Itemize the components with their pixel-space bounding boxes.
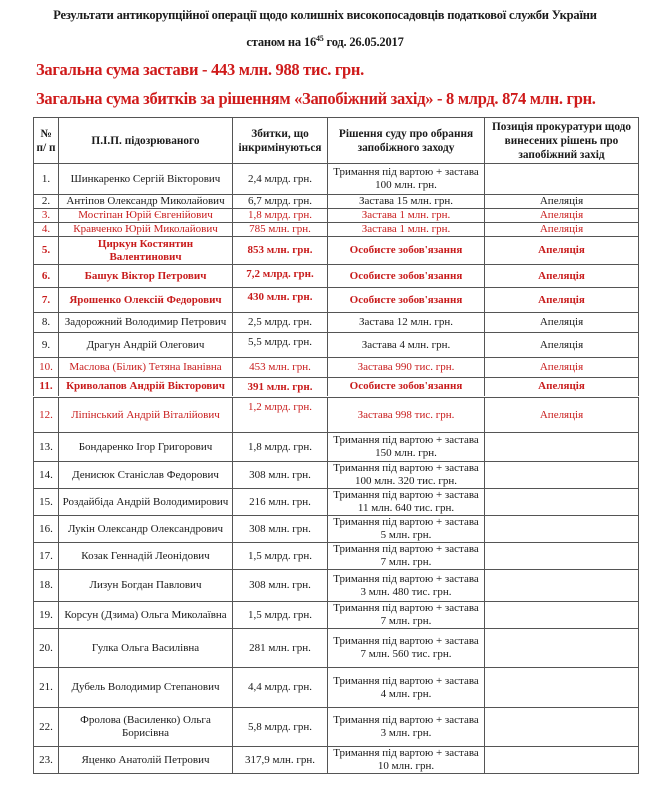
cell-court-decision: Тримання під вартою + застава 7 млн. грн.	[328, 602, 485, 629]
damages-total: Загальна сума збитків за рішенням «Запобіжний захід» - 8 млрд. 874 млн. грн.	[36, 89, 596, 108]
table-row-21	[34, 668, 639, 708]
table-row-10	[34, 358, 639, 378]
cell-prosecution-position: Апеляція	[485, 237, 639, 265]
table-row-7	[34, 288, 639, 313]
table-row-12	[34, 398, 639, 433]
cell-court-decision: Особисте зобов'язання	[328, 378, 485, 396]
cell-number: 1.	[34, 164, 59, 195]
document-date	[0, 34, 650, 50]
cell-number: 2.	[34, 195, 59, 209]
table-row-8	[34, 313, 639, 333]
cell-prosecution-position	[485, 570, 639, 602]
header-prosecution-position: Позиція прокуратури щодо винесених рішень про запобіжний захід	[485, 118, 639, 164]
cell-prosecution-position	[485, 629, 639, 668]
table-row-16	[34, 516, 639, 543]
date-prefix: станом на 16	[246, 35, 316, 49]
cell-damages: 430 млн. грн.	[233, 288, 328, 313]
cell-number: 6.	[34, 265, 59, 288]
cell-name: Дубель Володимир Степанович	[59, 668, 233, 708]
cell-court-decision: Тримання під вартою + застава 11 млн. 640 тис. грн.	[328, 489, 485, 516]
cell-number: 10.	[34, 358, 59, 378]
cell-prosecution-position	[485, 708, 639, 747]
suspects-table-part-2	[33, 397, 639, 774]
date-suffix: год. 26.05.2017	[323, 35, 404, 49]
table-row-14	[34, 462, 639, 489]
cell-damages: 1,8 млрд. грн.	[233, 433, 328, 462]
cell-court-decision: Особисте зобов'язання	[328, 288, 485, 313]
cell-damages: 281 млн. грн.	[233, 629, 328, 668]
cell-damages: 7,2 млрд. грн.	[233, 265, 328, 288]
cell-number: 21.	[34, 668, 59, 708]
table-row-17	[34, 543, 639, 570]
cell-name: Роздайбіда Андрій Володимирович	[59, 489, 233, 516]
cell-name: Шинкаренко Сергій Вікторович	[59, 164, 233, 195]
table-row-9	[34, 333, 639, 358]
table-row-22	[34, 708, 639, 747]
cell-number: 8.	[34, 313, 59, 333]
cell-name: Бондаренко Ігор Григорович	[59, 433, 233, 462]
cell-damages: 317,9 млн. грн.	[233, 747, 328, 774]
cell-number: 19.	[34, 602, 59, 629]
cell-name: Лукін Олександр Олександрович	[59, 516, 233, 543]
cell-name: Криволапов Андрій Вікторович	[59, 378, 233, 396]
cell-prosecution-position: Апеляція	[485, 288, 639, 313]
table-row-3	[34, 209, 639, 223]
cell-name: Ярошенко Олексій Федорович	[59, 288, 233, 313]
cell-court-decision: Застава 998 тис. грн.	[328, 398, 485, 433]
cell-prosecution-position: Апеляція	[485, 398, 639, 433]
cell-name: Циркун Костянтин Валентинович	[59, 237, 233, 265]
table-row-2	[34, 195, 639, 209]
bail-total: Загальна сума застави - 443 млн. 988 тис. грн.	[36, 60, 364, 79]
cell-number: 13.	[34, 433, 59, 462]
cell-name: Фролова (Василенко) Ольга Борисівна	[59, 708, 233, 747]
cell-number: 7.	[34, 288, 59, 313]
cell-name: Корсун (Дзима) Ольга Миколаївна	[59, 602, 233, 629]
cell-prosecution-position: Апеляція	[485, 195, 639, 209]
cell-damages: 6,7 млрд. грн.	[233, 195, 328, 209]
cell-name: Мостіпан Юрій Євгенійович	[59, 209, 233, 223]
cell-number: 3.	[34, 209, 59, 223]
cell-damages: 391 млн. грн.	[233, 378, 328, 396]
cell-court-decision: Особисте зобов'язання	[328, 237, 485, 265]
cell-court-decision: Тримання під вартою + застава 5 млн. грн.	[328, 516, 485, 543]
document-title: Результати антикорупційної операції щодо колишніх високопосадовців податкової служби України	[53, 8, 597, 22]
cell-prosecution-position	[485, 747, 639, 774]
cell-number: 14.	[34, 462, 59, 489]
cell-name: Ліпінський Андрій Віталійович	[59, 398, 233, 433]
cell-damages: 853 млн. грн.	[233, 237, 328, 265]
cell-name: Гулка Ольга Василівна	[59, 629, 233, 668]
table-row-13	[34, 433, 639, 462]
cell-prosecution-position: Апеляція	[485, 209, 639, 223]
cell-damages: 1,5 млрд. грн.	[233, 543, 328, 570]
cell-damages: 5,5 млрд. грн.	[233, 333, 328, 358]
cell-prosecution-position	[485, 602, 639, 629]
table-row-11	[34, 378, 639, 396]
cell-damages: 785 млн. грн.	[233, 223, 328, 237]
cell-court-decision: Застава 1 млн. грн.	[328, 223, 485, 237]
table-row-23	[34, 747, 639, 774]
cell-damages: 2,4 млрд. грн.	[233, 164, 328, 195]
cell-name: Яценко Анатолій Петрович	[59, 747, 233, 774]
cell-court-decision: Тримання під вартою + застава 3 млн. грн.	[328, 708, 485, 747]
cell-court-decision: Застава 12 млн. грн.	[328, 313, 485, 333]
cell-damages: 4,4 млрд. грн.	[233, 668, 328, 708]
cell-damages: 2,5 млрд. грн.	[233, 313, 328, 333]
cell-damages: 308 млн. грн.	[233, 462, 328, 489]
cell-name: Козак Геннадій Леонідович	[59, 543, 233, 570]
cell-court-decision: Особисте зобов'язання	[328, 265, 485, 288]
header-damages: Збитки, що інкримінуються	[233, 118, 328, 164]
cell-number: 11.	[34, 378, 59, 396]
cell-court-decision: Застава 15 млн. грн.	[328, 195, 485, 209]
cell-prosecution-position	[485, 489, 639, 516]
cell-damages: 308 млн. грн.	[233, 570, 328, 602]
cell-name: Антіпов Олександр Миколайович	[59, 195, 233, 209]
table-row-5	[34, 237, 639, 265]
cell-damages: 308 млн. грн.	[233, 516, 328, 543]
cell-prosecution-position: Апеляція	[485, 378, 639, 396]
cell-damages: 1,5 млрд. грн.	[233, 602, 328, 629]
cell-prosecution-position	[485, 543, 639, 570]
header-court-decision: Рішення суду про обрання запобіжного заходу	[328, 118, 485, 164]
cell-name: Задорожний Володимир Петрович	[59, 313, 233, 333]
suspects-table-part-1	[33, 117, 639, 396]
cell-court-decision: Застава 4 млн. грн.	[328, 333, 485, 358]
cell-number: 4.	[34, 223, 59, 237]
cell-court-decision: Застава 1 млн. грн.	[328, 209, 485, 223]
cell-court-decision: Тримання під вартою + застава 4 млн. грн.	[328, 668, 485, 708]
cell-number: 18.	[34, 570, 59, 602]
cell-number: 16.	[34, 516, 59, 543]
header-name: П.І.П. підозрюваного	[59, 118, 233, 164]
cell-prosecution-position	[485, 462, 639, 489]
cell-damages: 1,8 млрд. грн.	[233, 209, 328, 223]
header-number: № п/ п	[34, 118, 59, 164]
cell-damages: 453 млн. грн.	[233, 358, 328, 378]
table-row-15	[34, 489, 639, 516]
table-row-18	[34, 570, 639, 602]
cell-court-decision: Тримання під вартою + застава 150 млн. грн.	[328, 433, 485, 462]
cell-number: 12.	[34, 398, 59, 433]
cell-court-decision: Тримання під вартою + застава 7 млн. 560 тис. грн.	[328, 629, 485, 668]
date-time-minutes: 45	[316, 34, 324, 43]
cell-number: 22.	[34, 708, 59, 747]
cell-court-decision: Тримання під вартою + застава 3 млн. 480 тис. грн.	[328, 570, 485, 602]
table-row-4	[34, 223, 639, 237]
cell-prosecution-position: Апеляція	[485, 333, 639, 358]
cell-court-decision: Тримання під вартою + застава 100 млн. грн.	[328, 164, 485, 195]
cell-name: Маслова (Білик) Тетяна Іванівна	[59, 358, 233, 378]
cell-damages: 216 млн. грн.	[233, 489, 328, 516]
table-row-1	[34, 164, 639, 195]
cell-damages: 1,2 млрд. грн.	[233, 398, 328, 433]
cell-damages: 5,8 млрд. грн.	[233, 708, 328, 747]
cell-court-decision: Тримання під вартою + застава 10 млн. грн.	[328, 747, 485, 774]
cell-prosecution-position: Апеляція	[485, 265, 639, 288]
table-row-20	[34, 629, 639, 668]
table-row-6	[34, 265, 639, 288]
cell-number: 20.	[34, 629, 59, 668]
cell-name: Драгун Андрій Олегович	[59, 333, 233, 358]
cell-number: 9.	[34, 333, 59, 358]
table-row-19	[34, 602, 639, 629]
cell-court-decision: Тримання під вартою + застава 7 млн. грн.	[328, 543, 485, 570]
cell-name: Кравченко Юрій Миколайович	[59, 223, 233, 237]
cell-number: 5.	[34, 237, 59, 265]
cell-name: Лизун Богдан Павлович	[59, 570, 233, 602]
cell-number: 23.	[34, 747, 59, 774]
table-header-row	[34, 118, 639, 164]
cell-prosecution-position	[485, 164, 639, 195]
cell-name: Денисюк Станіслав Федорович	[59, 462, 233, 489]
cell-name: Башук Віктор Петрович	[59, 265, 233, 288]
cell-number: 17.	[34, 543, 59, 570]
cell-prosecution-position	[485, 668, 639, 708]
cell-prosecution-position: Апеляція	[485, 223, 639, 237]
cell-prosecution-position: Апеляція	[485, 358, 639, 378]
cell-prosecution-position: Апеляція	[485, 313, 639, 333]
cell-court-decision: Тримання під вартою + застава 100 млн. 320 тис. грн.	[328, 462, 485, 489]
cell-number: 15.	[34, 489, 59, 516]
cell-prosecution-position	[485, 516, 639, 543]
cell-court-decision: Застава 990 тис. грн.	[328, 358, 485, 378]
cell-prosecution-position	[485, 433, 639, 462]
